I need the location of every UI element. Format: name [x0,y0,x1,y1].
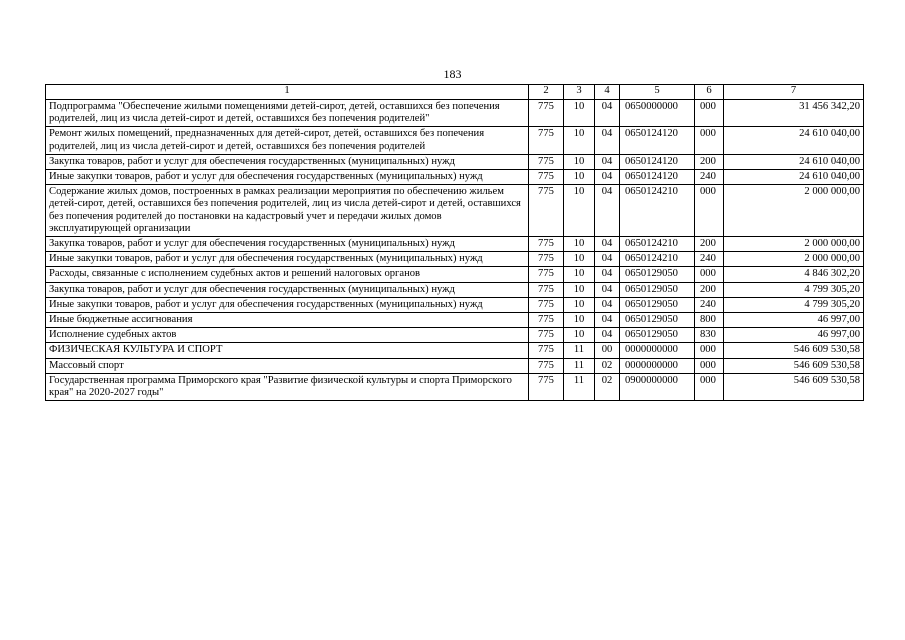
table-row [46,127,864,154]
row-subsection-code: 00 [595,343,620,358]
row-section-code: 10 [564,297,595,312]
row-amount: 4 799 305,20 [724,282,864,297]
row-amount: 46 997,00 [724,328,864,343]
row-section-code: 10 [564,328,595,343]
row-amount: 24 610 040,00 [724,170,864,185]
row-target-code: 0650124120 [620,154,695,169]
row-amount: 546 609 530,58 [724,358,864,373]
row-target-code: 0650124120 [620,170,695,185]
row-expense-type-code: 800 [695,313,724,328]
row-section-code: 11 [564,343,595,358]
row-target-code: 0000000000 [620,358,695,373]
row-amount: 2 000 000,00 [724,252,864,267]
column-header-7: 7 [724,85,864,100]
row-section-code: 10 [564,313,595,328]
row-expense-type-code: 200 [695,237,724,252]
column-header-1: 1 [46,85,529,100]
row-expense-type-code: 000 [695,358,724,373]
column-header-3: 3 [564,85,595,100]
row-amount: 46 997,00 [724,313,864,328]
row-subsection-code: 04 [595,313,620,328]
row-ministry-code: 775 [529,358,564,373]
table-row [46,185,864,237]
row-subsection-code: 04 [595,100,620,127]
row-subsection-code: 02 [595,358,620,373]
table-row [46,343,864,358]
row-target-code: 0650129050 [620,297,695,312]
table-row [46,373,864,400]
row-expense-type-code: 000 [695,373,724,400]
row-section-code: 10 [564,154,595,169]
table-header [46,85,864,100]
table-row [46,328,864,343]
row-subsection-code: 04 [595,267,620,282]
row-ministry-code: 775 [529,154,564,169]
row-target-code: 0650129050 [620,282,695,297]
row-name: Иные закупки товаров, работ и услуг для обеспечения государственных (муниципальных) нужд [46,297,529,312]
row-subsection-code: 04 [595,237,620,252]
row-expense-type-code: 000 [695,267,724,282]
row-name: Иные закупки товаров, работ и услуг для обеспечения государственных (муниципальных) нужд [46,170,529,185]
row-name: Исполнение судебных актов [46,328,529,343]
row-ministry-code: 775 [529,252,564,267]
row-ministry-code: 775 [529,297,564,312]
row-section-code: 11 [564,358,595,373]
row-ministry-code: 775 [529,185,564,237]
row-name: Подпрограмма "Обеспечение жилыми помещениями детей-сирот, детей, оставшихся без попечения родителей, лиц из числа детей-сирот и детей, оставшихся без попечения родителей" [46,100,529,127]
row-subsection-code: 04 [595,127,620,154]
row-target-code: 0000000000 [620,343,695,358]
row-name: Закупка товаров, работ и услуг для обеспечения государственных (муниципальных) нужд [46,282,529,297]
row-expense-type-code: 000 [695,127,724,154]
row-name: Ремонт жилых помещений, предназначенных для детей-сирот, детей, оставшихся без попечения родителей, лиц из числа детей-сирот и детей, оставшихся без попечения родителей [46,127,529,154]
row-ministry-code: 775 [529,237,564,252]
row-subsection-code: 04 [595,185,620,237]
row-name: Иные закупки товаров, работ и услуг для обеспечения государственных (муниципальных) нужд [46,252,529,267]
row-ministry-code: 775 [529,328,564,343]
row-expense-type-code: 830 [695,328,724,343]
row-target-code: 0650124120 [620,127,695,154]
row-target-code: 0650124210 [620,252,695,267]
row-expense-type-code: 000 [695,343,724,358]
row-ministry-code: 775 [529,267,564,282]
row-subsection-code: 04 [595,170,620,185]
table-body [46,100,864,401]
table-row [46,237,864,252]
row-target-code: 0650129050 [620,328,695,343]
row-amount: 24 610 040,00 [724,127,864,154]
row-name: Иные бюджетные ассигнования [46,313,529,328]
column-header-2: 2 [529,85,564,100]
table-row [46,358,864,373]
row-expense-type-code: 000 [695,185,724,237]
row-ministry-code: 775 [529,170,564,185]
row-target-code: 0650124210 [620,237,695,252]
row-name: Закупка товаров, работ и услуг для обеспечения государственных (муниципальных) нужд [46,154,529,169]
row-amount: 2 000 000,00 [724,185,864,237]
row-section-code: 10 [564,170,595,185]
table-row [46,282,864,297]
row-section-code: 10 [564,185,595,237]
row-subsection-code: 04 [595,297,620,312]
header-row [46,85,864,100]
row-amount: 31 456 342,20 [724,100,864,127]
row-section-code: 10 [564,237,595,252]
table-row [46,154,864,169]
row-expense-type-code: 200 [695,154,724,169]
row-name: Государственная программа Приморского края "Развитие физической культуры и спорта Приморского края" на 2020-2027 годы" [46,373,529,400]
row-ministry-code: 775 [529,100,564,127]
table-row [46,100,864,127]
table-row [46,267,864,282]
row-section-code: 11 [564,373,595,400]
row-name: ФИЗИЧЕСКАЯ КУЛЬТУРА И СПОРТ [46,343,529,358]
row-section-code: 10 [564,127,595,154]
row-ministry-code: 775 [529,313,564,328]
row-expense-type-code: 240 [695,170,724,185]
table-row [46,297,864,312]
column-header-5: 5 [620,85,695,100]
table-row [46,170,864,185]
table-row [46,252,864,267]
row-target-code: 0900000000 [620,373,695,400]
row-ministry-code: 775 [529,373,564,400]
row-amount: 4 846 302,20 [724,267,864,282]
row-amount: 546 609 530,58 [724,373,864,400]
row-expense-type-code: 200 [695,282,724,297]
row-name: Закупка товаров, работ и услуг для обеспечения государственных (муниципальных) нужд [46,237,529,252]
row-section-code: 10 [564,252,595,267]
table-row [46,313,864,328]
column-header-6: 6 [695,85,724,100]
column-header-4: 4 [595,85,620,100]
row-ministry-code: 775 [529,127,564,154]
row-section-code: 10 [564,267,595,282]
row-expense-type-code: 000 [695,100,724,127]
row-subsection-code: 04 [595,282,620,297]
row-ministry-code: 775 [529,282,564,297]
row-subsection-code: 04 [595,252,620,267]
page-number: 183 [443,67,462,81]
row-target-code: 0650124210 [620,185,695,237]
row-target-code: 0650000000 [620,100,695,127]
row-name: Расходы, связанные с исполнением судебных актов и решений налоговых органов [46,267,529,282]
row-expense-type-code: 240 [695,297,724,312]
row-section-code: 10 [564,282,595,297]
row-amount: 4 799 305,20 [724,297,864,312]
row-subsection-code: 04 [595,328,620,343]
row-amount: 2 000 000,00 [724,237,864,252]
row-amount: 24 610 040,00 [724,154,864,169]
row-target-code: 0650129050 [620,267,695,282]
row-amount: 546 609 530,58 [724,343,864,358]
row-section-code: 10 [564,100,595,127]
row-target-code: 0650129050 [620,313,695,328]
row-subsection-code: 02 [595,373,620,400]
row-ministry-code: 775 [529,343,564,358]
row-subsection-code: 04 [595,154,620,169]
row-expense-type-code: 240 [695,252,724,267]
row-name: Массовый спорт [46,358,529,373]
budget-table [45,84,864,401]
row-name: Содержание жилых домов, построенных в рамках реализации мероприятия по обеспечению жильем детей-сирот, детей, оставшихся без попечения родителей, лиц из числа детей-сирот и детей, оставшихся без попечения родителей до постановки на кадастровый учет и передачи жилых домов эксплуатирующей организации [46,185,529,237]
